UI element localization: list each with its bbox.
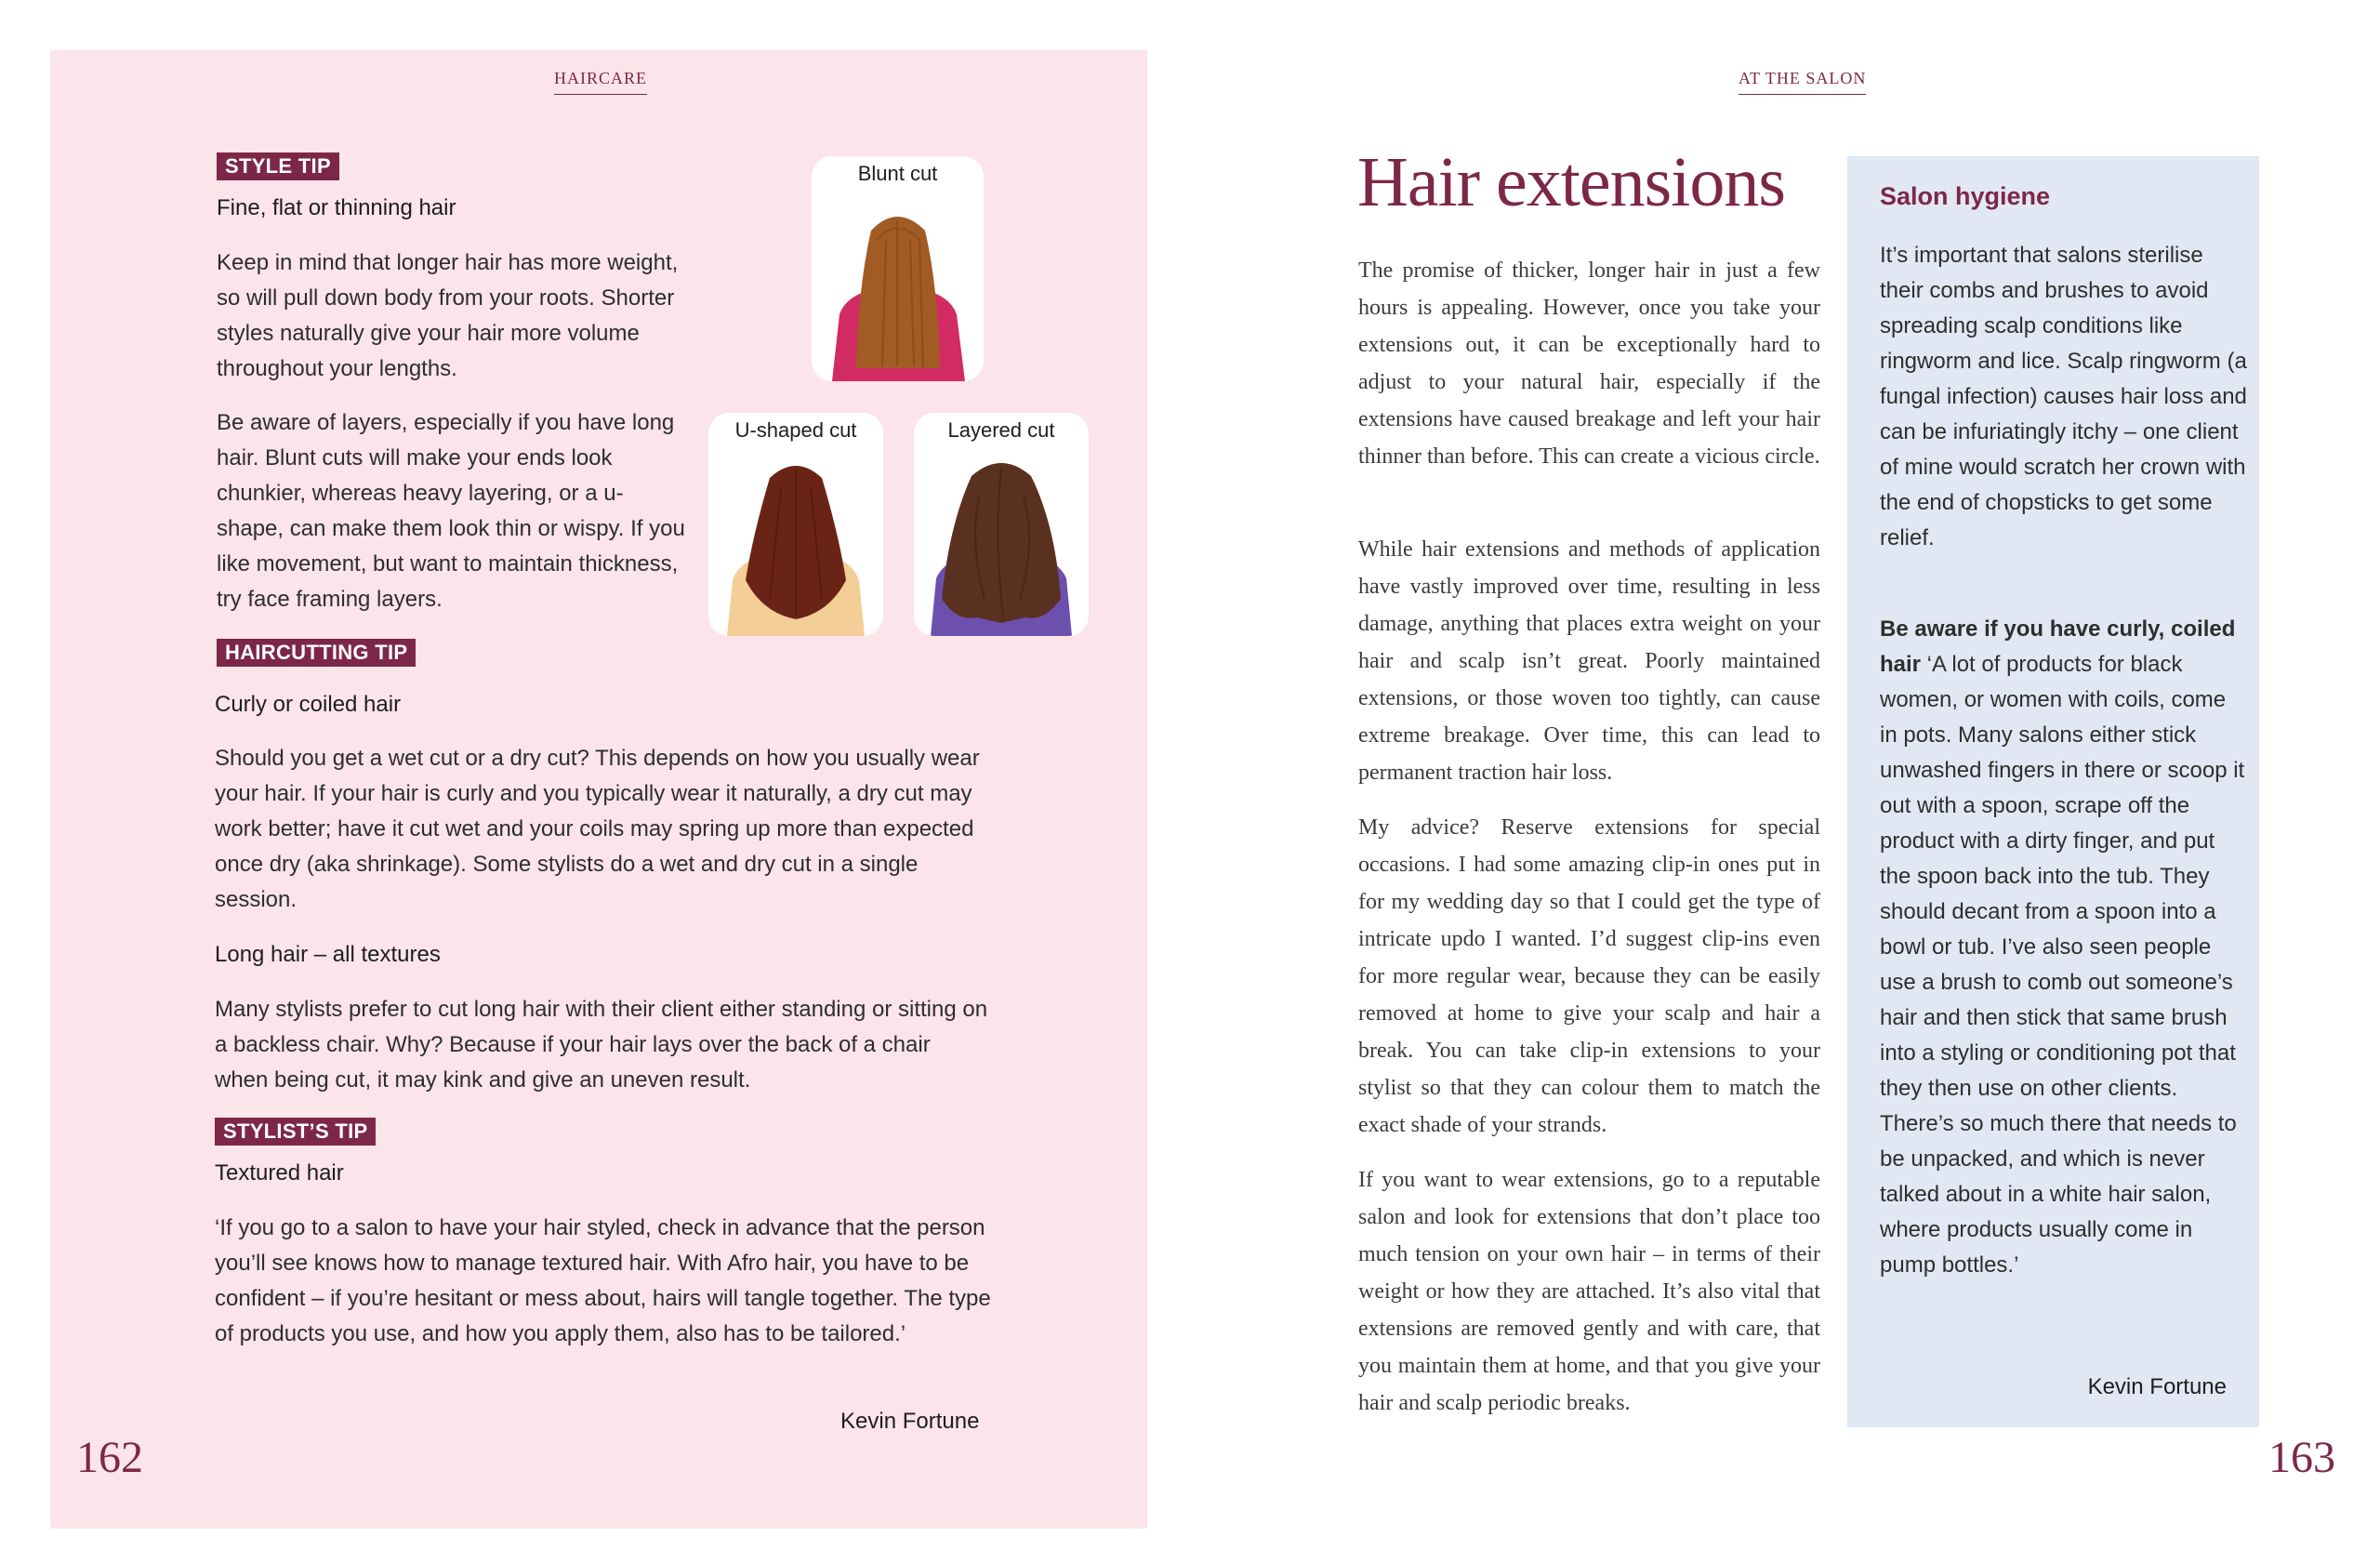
stylists-tip-subhead: Textured hair (215, 1160, 344, 1186)
body-paragraph-4: If you want to wear extensions, go to a reputable salon and look for extensions that don’t place too much tension on your own hair – in terms of their weight or how they are attached. It’s also vital that extensions are removed gently and with care, that you maintain them at home, and that you give your hair and scalp periodic breaks. (1358, 1168, 1820, 1415)
haircutting-tip-tag: HAIRCUTTING TIP (217, 639, 416, 667)
sidebar-attribution: Kevin Fortune (2087, 1374, 2227, 1399)
page-title: Hair extensions (1357, 143, 1785, 221)
style-tip-paragraph-2: Be aware of layers, especially if you have long hair. Blunt cuts will make your ends look chunkier, whereas heavy layering, or a u-shape, can make them look thin or wispy. If you like movement, but want to maintain thickness, try face framing layers. (217, 410, 685, 612)
sidebar-paragraph-1: It’s important that salons sterilise their combs and brushes to avoid spreading scalp conditions like ringworm and lice. Scalp ringworm (a fungal infection) causes hair loss and can be infuriatingly itchy – one client of mine would scratch her crown with the end of chopsticks to get some relief. (1880, 243, 2247, 550)
layered-cut-illustration (914, 413, 1089, 636)
sidebar-title: Salon hygiene (1880, 182, 2051, 210)
running-head-right: AT THE SALON (1739, 69, 1866, 95)
style-tip-paragraph-1: Keep in mind that longer hair has more weight, so will pull down body from your roots. Shorter styles naturally give your hair more volume throughout your lengths. (217, 250, 679, 381)
sidebar-quote: ‘A lot of products for black women, or women with coils, come in pots. Many salons either stick unwashed fingers in there or scoop it out with a spoon, scrape off the product with a dirty finger, and put the spoon back into the tub. They should decant from a spoon into a bowl or tub. I’ve also seen people use a brush to comb out someone’s hair and then stick that same brush into a styling or conditioning pot that they then use on other clients. There’s so much there that needs to be unpacked, and which is never talked about in a white hair salon, where products usually come in pump bottles.’ (1880, 652, 2245, 1278)
stylists-tip-tag: STYLIST’S TIP (215, 1118, 376, 1146)
haircutting-tip-subhead-2: Long hair – all textures (215, 942, 441, 967)
blunt-cut-caption: Blunt cut (857, 162, 938, 185)
sidebar-paragraph-2 (1880, 612, 2247, 1283)
body-paragraph-1: The promise of thicker, longer hair in just a few hours is appealing. However, once you take your extensions out, it can be exceptionally hard to adjust to your natural hair, especially if the extensions have caused breakage and left your hair thinner than before. This can create a vicious circle. (1358, 258, 1820, 469)
body-paragraph-3: My advice? Reserve extensions for special occasions. I had some amazing clip-in ones put in for my wedding day so that I could get the type of intricate updo I wanted. I’d suggest clip-ins even for more regular wear, because they can be easily removed at home to give your scalp and hair a break. You can take clip-in extensions to your stylist so that they can colour them to match the exact shade of your strands. (1358, 815, 1820, 1137)
page-number-left: 162 (76, 1433, 143, 1482)
haircutting-tip-paragraph-1: Should you get a wet cut or a dry cut? This depends on how you usually wear your hair. If your hair is curly and you typically wear it naturally, a dry cut may work better; have it cut wet and your coils may spring up more than expected once dry (aka shrinkage). Some stylists do a wet and dry cut in a single session. (215, 746, 980, 912)
u-shaped-cut-caption: U-shaped cut (734, 418, 857, 442)
layered-cut-card (914, 413, 1089, 636)
haircutting-tip-subhead-1: Curly or coiled hair (215, 692, 402, 717)
stylists-tip-attribution: Kevin Fortune (840, 1409, 980, 1434)
page-number-right: 163 (2268, 1433, 2335, 1482)
stylists-tip-quote: ‘If you go to a salon to have your hair styled, check in advance that the person you’ll see knows how to manage textured hair. With Afro hair, you have to be confident – if you’re hesitant or mess about, hairs will tangle together. The type of products you use, and how you apply them, also has to be tailored.’ (215, 1215, 991, 1346)
running-head-left: HAIRCARE (554, 69, 647, 95)
blunt-cut-illustration (812, 156, 984, 381)
blunt-cut-card (812, 156, 984, 381)
style-tip-subhead: Fine, flat or thinning hair (217, 195, 456, 220)
body-paragraph-2: While hair extensions and methods of application have vastly improved over time, resulting in less damage, anything that places extra weight on your hair and scalp isn’t great. Poorly maintained extensions, or those woven too tightly, can cause extreme breakage. Over time, this can lead to permanent traction hair loss. (1358, 537, 1820, 785)
layered-cut-caption: Layered cut (947, 418, 1055, 442)
style-tip-tag: STYLE TIP (217, 152, 339, 180)
salon-hygiene-sidebar (1847, 156, 2259, 1427)
sidebar-bold-lead: Be aware if you have curly, coiled hair (1880, 616, 2236, 677)
haircutting-tip-paragraph-2: Many stylists prefer to cut long hair with their client either standing or sitting on a backless chair. Why? Because if your hair lays over the back of a chair when being cut, it may kink and give an uneven result. (215, 997, 988, 1093)
u-shaped-cut-card (708, 413, 883, 636)
u-shaped-cut-illustration (708, 413, 883, 636)
